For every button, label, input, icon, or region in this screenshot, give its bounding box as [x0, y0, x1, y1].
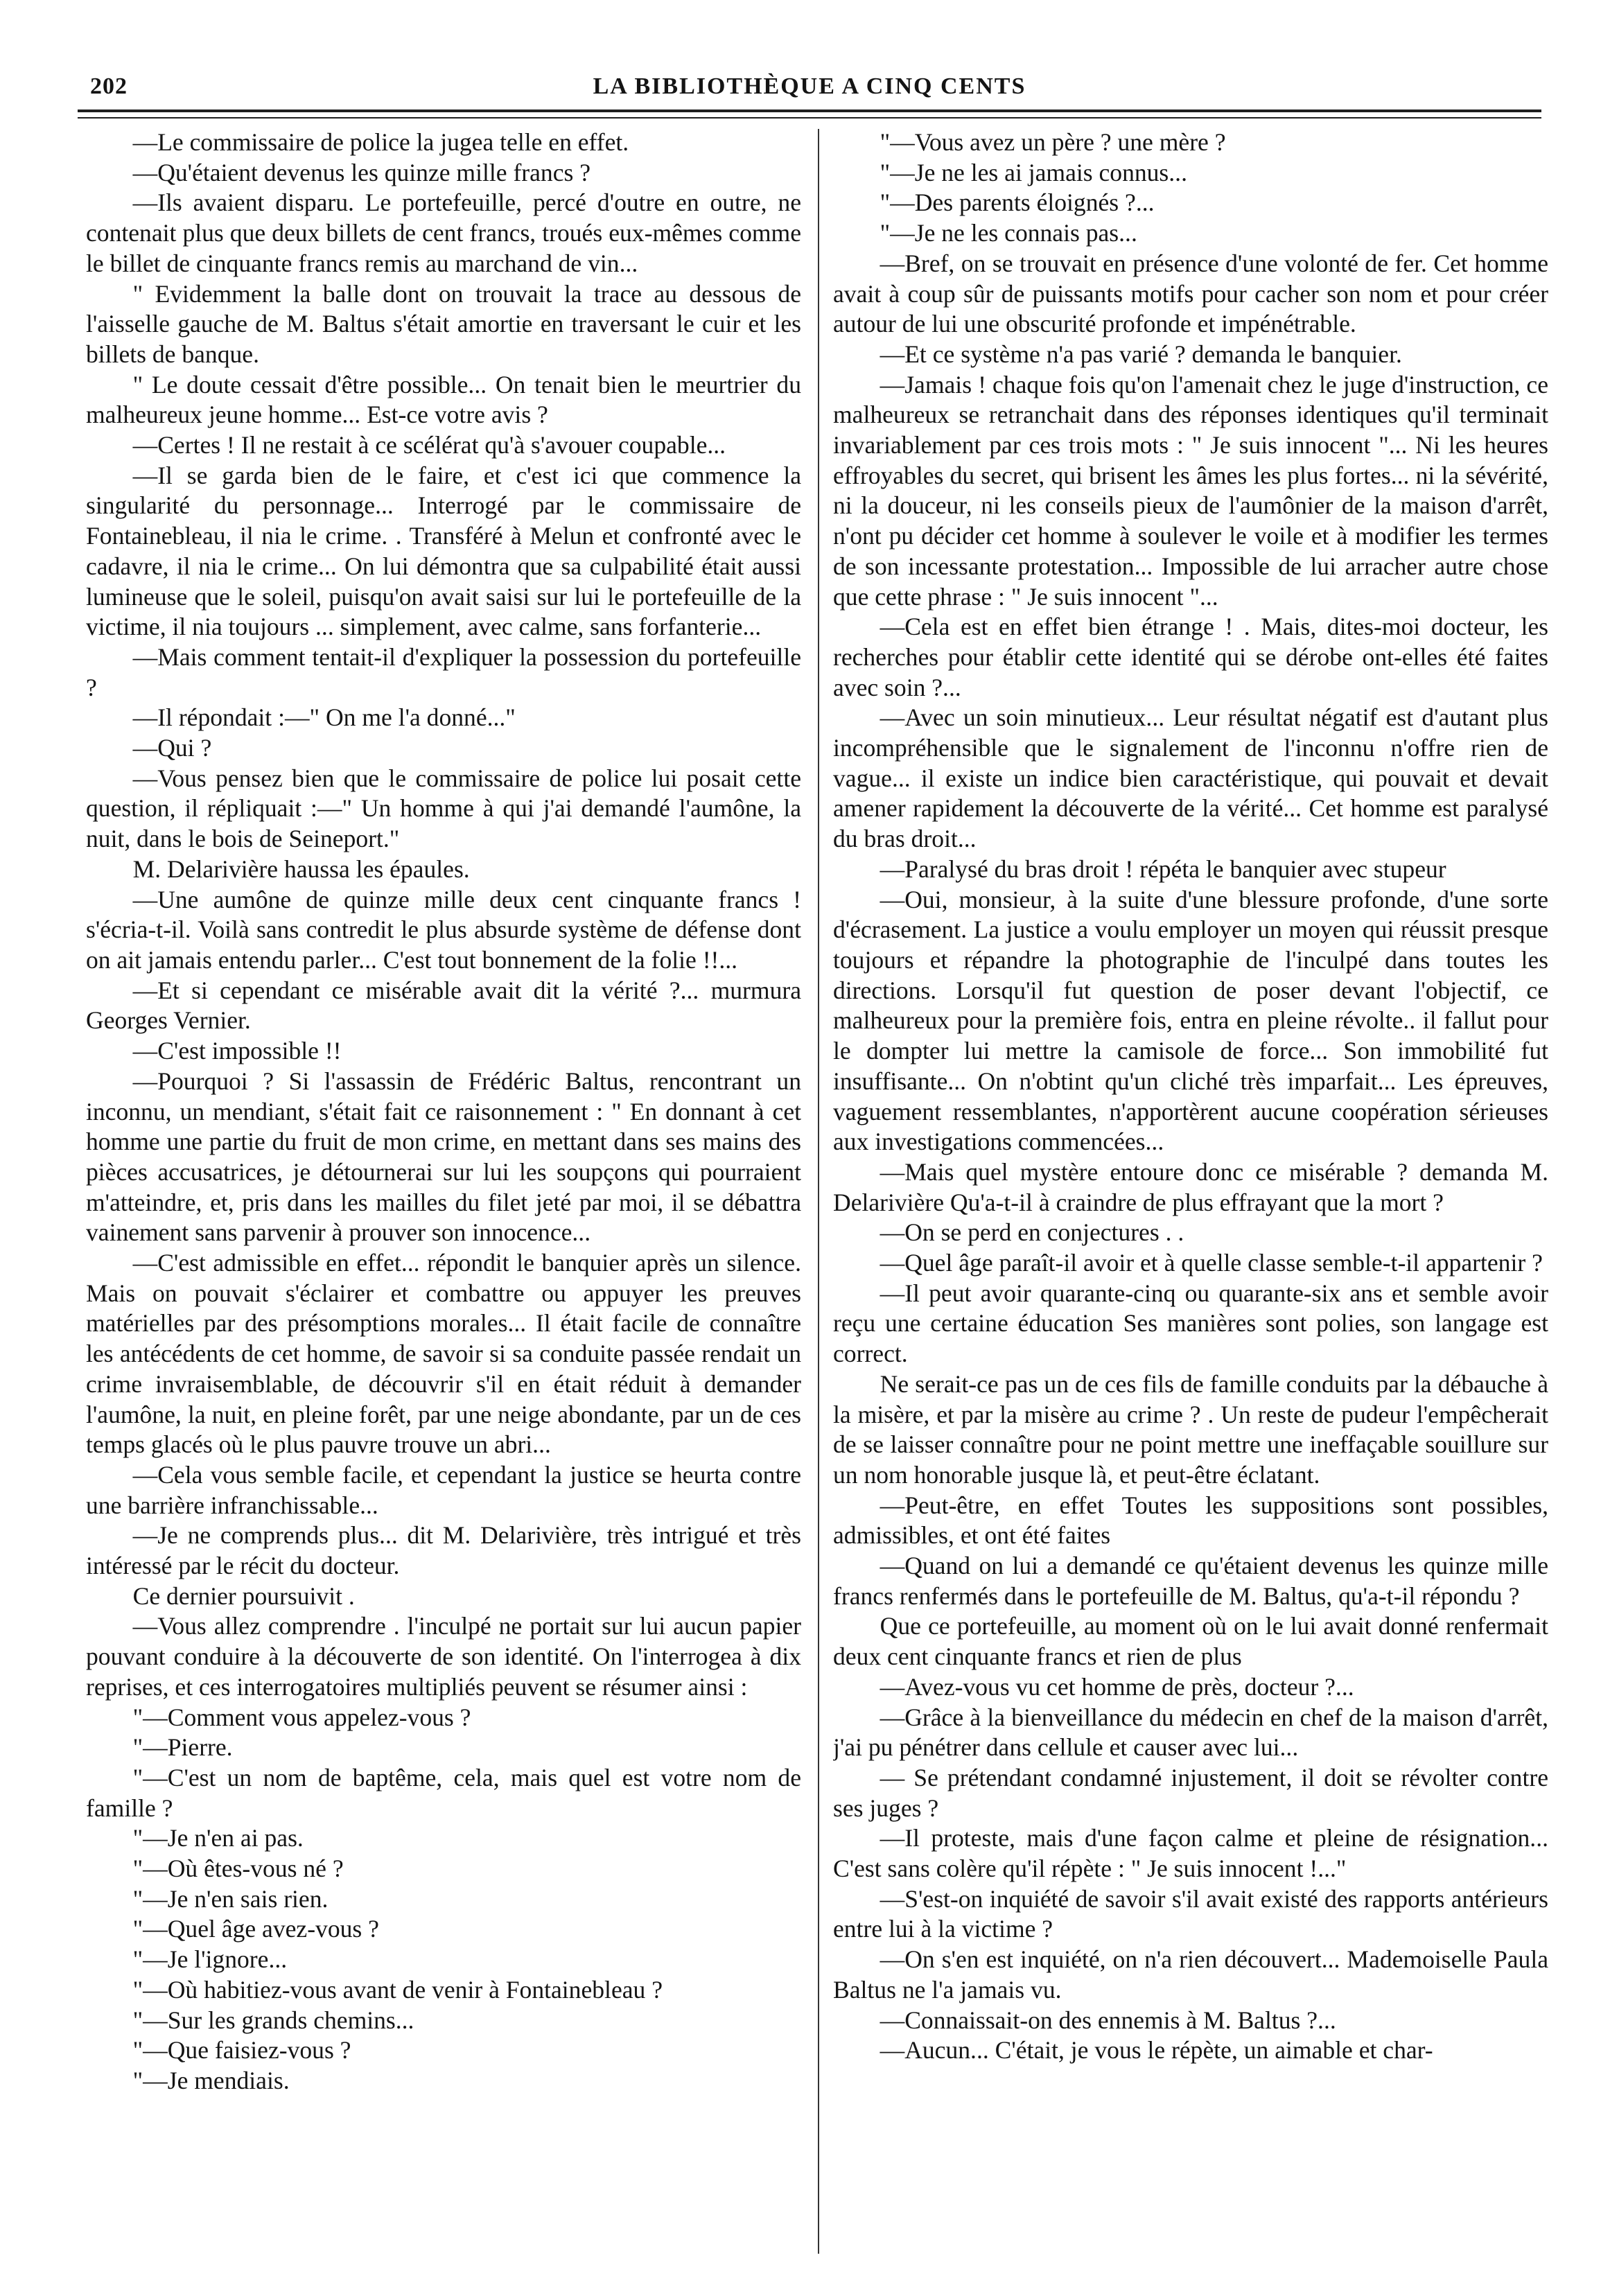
paragraph: —C'est impossible !! — [132, 1037, 342, 1065]
paragraph: "—Comment vous appelez-vous ? — [132, 1703, 471, 1731]
paragraph: —Quand on lui a demandé ce qu'étaient devenus les quinze mille francs renfermés dans le portefeuille de M. Baltus, qu'a-t-il répondu ? — [833, 1552, 1548, 1610]
paragraph: —Pourquoi ? Si l'assassin de Frédéric Baltus, rencontrant un inconnu, un mendiant, s'était fait ce raisonnement : " En donnant à cet homme une partie du fruit de mon crime, en mettant dans ses mains des pièces accusatrices, je détournerai sur lui les soupçons qui pourraient m'atteindre, et, pris dans les mailles du filet jeté par moi, il se débattra vainement sans parvenir à prouver son innocence... — [86, 1067, 801, 1247]
paragraph: "—Vous avez un père ? une mère ? — [880, 128, 1226, 156]
paragraph: "—Je n'en sais rien. — [132, 1884, 329, 1913]
paragraph: —Qu'étaient devenus les quinze mille francs ? — [132, 158, 591, 186]
paragraph: "—Je mendiais. — [132, 2067, 290, 2094]
paragraph: —S'est-on inquiété de savoir s'il avait existé des rapports antérieurs entre lui à la victime ? — [833, 1884, 1548, 1943]
paragraph: "—Je l'ignore... — [132, 1945, 288, 1974]
paragraph: —On s'en est inquiété, on n'a rien découvert... Mademoiselle Paula Baltus ne l'a jamais vu. — [833, 1945, 1548, 2004]
paragraph: —Il peut avoir quarante-cinq ou quarante-six ans et semble avoir reçu une certaine éducation Ses manières sont polies, son langage est correct. — [833, 1279, 1548, 1368]
right-column — [833, 128, 1548, 2262]
paragraph: "—Où êtes-vous né ? — [132, 1855, 344, 1883]
paragraph: Ce dernier poursuivit . — [132, 1581, 355, 1610]
paragraph: "—Que faisiez-vous ? — [132, 2036, 351, 2065]
running-title: LA BIBLIOTHÈQUE A CINQ CENTS — [593, 73, 1026, 99]
paragraph: —Aucun... C'était, je vous le répète, un aimable et char- — [880, 2036, 1433, 2065]
paragraph: "—Où habitiez-vous avant de venir à Fontainebleau ? — [132, 1975, 663, 2004]
paragraph: "—Sur les grands chemins... — [132, 2006, 414, 2034]
paragraph: —Oui, monsieur, à la suite d'une blessure profonde, d'une sorte d'écrasement. La justice a voulu employer un moyen qui réussit presque toujours et répandre la photographie de l'inculpé dans toutes les directions. Lorsqu'il fut question de poser devant l'objectif, ce malheureux pour la première fois, entra en pleine révolte.. il fallut pour le dompter lui mettre la camisole de force... Son immobilité fut insuffisante... On n'obtint qu'un cliché très imparfait... Les épreuves, vaguement ressemblantes, n'apportèrent aucune coopération sérieuses aux investigations commencées... — [833, 885, 1548, 1156]
paragraph: —Le commissaire de police la jugea telle en effet. — [132, 128, 629, 156]
paragraph: —Je ne comprends plus... dit M. Delarivière, très intrigué et très intéressé par le récit du docteur. — [86, 1521, 801, 1580]
paragraph: —Avec un soin minutieux... Leur résultat négatif est d'autant plus incompréhensible que le signalement de l'inconnu n'offre rien de vague... il existe un indice bien caractéristique, qui pouvait et devait amener rapidement la découverte de la vérité... Cet homme est paralysé du bras droit... — [833, 703, 1548, 853]
left-column — [86, 128, 801, 2262]
paragraph: —Avez-vous vu cet homme de près, docteur ?... — [880, 1672, 1354, 1701]
paragraph: Ne serait-ce pas un de ces fils de famille conduits par la débauche à la misère, et par la misère au crime ? . Un reste de pudeur l'empêcherait de se laisser connaître pour ne point mettre une ineffaçable souillure sur un nom honorable jusque là, et peut-être éclatant. — [833, 1369, 1548, 1489]
page-header — [78, 73, 1541, 112]
paragraph: "—Des parents éloignés ?... — [880, 189, 1155, 217]
paragraph: "—Je ne les connais pas... — [880, 219, 1137, 247]
paragraph: —Grâce à la bienveillance du médecin en chef de la maison d'arrêt, j'ai pu pénétrer dans cellule et causer avec lui... — [833, 1703, 1548, 1762]
paragraph: —On se perd en conjectures . . — [880, 1218, 1184, 1247]
paragraph: —Connaissait-on des ennemis à M. Baltus ?... — [880, 2006, 1336, 2034]
paragraph: " Evidemment la balle dont on trouvait la trace au dessous de l'aisselle gauche de M. Baltus s'était amortie en traversant le cuir et les billets de banque. — [86, 279, 801, 368]
paragraph: "—Je ne les ai jamais connus... — [880, 158, 1187, 186]
page-number: 202 — [90, 73, 128, 99]
paragraph: —Vous allez comprendre . l'inculpé ne portait sur lui aucun papier pouvant conduire à la découverte de son identité. On l'interrogea à dix reprises, et ces interrogatoires multipliés peuvent se résumer ainsi : — [86, 1612, 801, 1701]
column-divider — [818, 129, 819, 2254]
paragraph: —Et ce système n'a pas varié ? demanda le banquier. — [880, 340, 1402, 368]
paragraph: —Il se garda bien de le faire, et c'est ici que commence la singularité du personnage... Interrogé par le commissaire de Fontainebleau, il nia le crime. . Transféré à Melun et confronté avec le cadavre, il nia le crime... On lui démontra que sa culpabilité était aussi lumineuse que le soleil, puisqu'on avait saisi sur lui le portefeuille de la victime, il nia toujours ... simplement, avec calme, sans forfanterie... — [86, 461, 801, 641]
paragraph: —Bref, on se trouvait en présence d'une volonté de fer. Cet homme avait à coup sûr de puissants motifs pour cacher son nom et pour créer autour de lui une obscurité profonde et impénétrable. — [833, 249, 1548, 338]
paragraph: —Certes ! Il ne restait à ce scélérat qu'à s'avouer coupable... — [132, 431, 726, 459]
paragraph: —Il répondait :—" On me l'a donné..." — [132, 703, 516, 732]
paragraph: —Mais comment tentait-il d'expliquer la possession du portefeuille ? — [86, 642, 801, 701]
paragraph: — Se prétendant condamné injustement, il doit se révolter contre ses juges ? — [833, 1763, 1548, 1822]
paragraph: —Et si cependant ce misérable avait dit la vérité ?... murmura Georges Vernier. — [86, 976, 801, 1035]
header-rule-thick — [78, 109, 1541, 112]
paragraph: —Une aumône de quinze mille deux cent cinquante francs ! s'écria-t-il. Voilà sans contredit le plus absurde système de défense dont on ait jamais entendu parler... C'est tout bonnement de la folie !!... — [86, 885, 801, 974]
paragraph: Que ce portefeuille, au moment où on le lui avait donné renfermait deux cent cinquante francs et rien de plus — [833, 1612, 1548, 1671]
paragraph: " Le doute cessait d'être possible... On tenait bien le meurtrier du malheureux jeune homme... Est-ce votre avis ? — [86, 370, 801, 429]
paragraph: —Qui ? — [132, 734, 212, 762]
paragraph: "—Je n'en ai pas. — [132, 1824, 304, 1852]
paragraph: —Cela vous semble facile, et cependant la justice se heurta contre une barrière infranchissable... — [86, 1460, 801, 1519]
paragraph: M. Delarivière haussa les épaules. — [132, 855, 470, 883]
paragraph: —Cela est en effet bien étrange ! . Mais, dites-moi docteur, les recherches pour établir cette identité qui se dérobe ont-elles été faites avec soin ?... — [833, 613, 1548, 701]
paragraph: —Vous pensez bien que le commissaire de police lui posait cette question, il répliquait :—" Un homme à qui j'ai demandé l'aumône, la nuit, dans le bois de Seineport." — [86, 764, 801, 853]
header-rule-thin — [78, 117, 1541, 119]
paragraph: —Quel âge paraît-il avoir et à quelle classe semble-t-il appartenir ? — [880, 1249, 1543, 1277]
paragraph: —Peut-être, en effet Toutes les suppositions sont possibles, admissibles, et ont été faites — [833, 1491, 1548, 1550]
paragraph: "—Quel âge avez-vous ? — [132, 1915, 379, 1943]
paragraph: —C'est admissible en effet... répondit le banquier après un silence. Mais on pouvait s'éclairer et combattre ou appuyer les preuves matérielles par des présomptions morales... Il était facile de connaître les antécédents de cet homme, de savoir si sa conduite passée rendait un crime invraisemblable, de découvrir s'il en était réduit à demander l'aumône, la nuit, en pleine forêt, par une neige abondante, par un de ces temps glacés où le plus pauvre trouve un abri... — [86, 1249, 801, 1459]
paragraph: "—C'est un nom de baptême, cela, mais quel est votre nom de famille ? — [86, 1763, 801, 1822]
paragraph: "—Pierre. — [132, 1733, 233, 1762]
paragraph: —Jamais ! chaque fois qu'on l'amenait chez le juge d'instruction, ce malheureux se retranchait dans des réponses identiques qu'il terminait invariablement par ces trois mots : " Je suis innocent "... Ni les heures effroyables du secret, qui brisent les âmes les plus fortes... ni la sévérité, ni la douceur, ni les conseils pieux de l'aumônier de la maison d'arrêt, n'ont pu décider cet homme à soulever le voile et à modifier les termes de son incessante protestation... Impossible de lui arracher autre chose que cette phrase : " Je suis innocent "... — [833, 370, 1548, 611]
paragraph: —Ils avaient disparu. Le portefeuille, percé d'outre en outre, ne contenait plus que deux billets de cent francs, troués eux-mêmes comme le billet de cinquante francs remis au marchand de vin... — [86, 189, 801, 277]
paragraph: —Mais quel mystère entoure donc ce misérable ? demanda M. Delarivière Qu'a-t-il à craindre de plus effrayant que la mort ? — [833, 1157, 1548, 1216]
paragraph: —Paralysé du bras droit ! répéta le banquier avec stupeur — [880, 855, 1446, 883]
paragraph: —Il proteste, mais d'une façon calme et pleine de résignation... C'est sans colère qu'il répète : " Je suis innocent !..." — [833, 1824, 1548, 1883]
